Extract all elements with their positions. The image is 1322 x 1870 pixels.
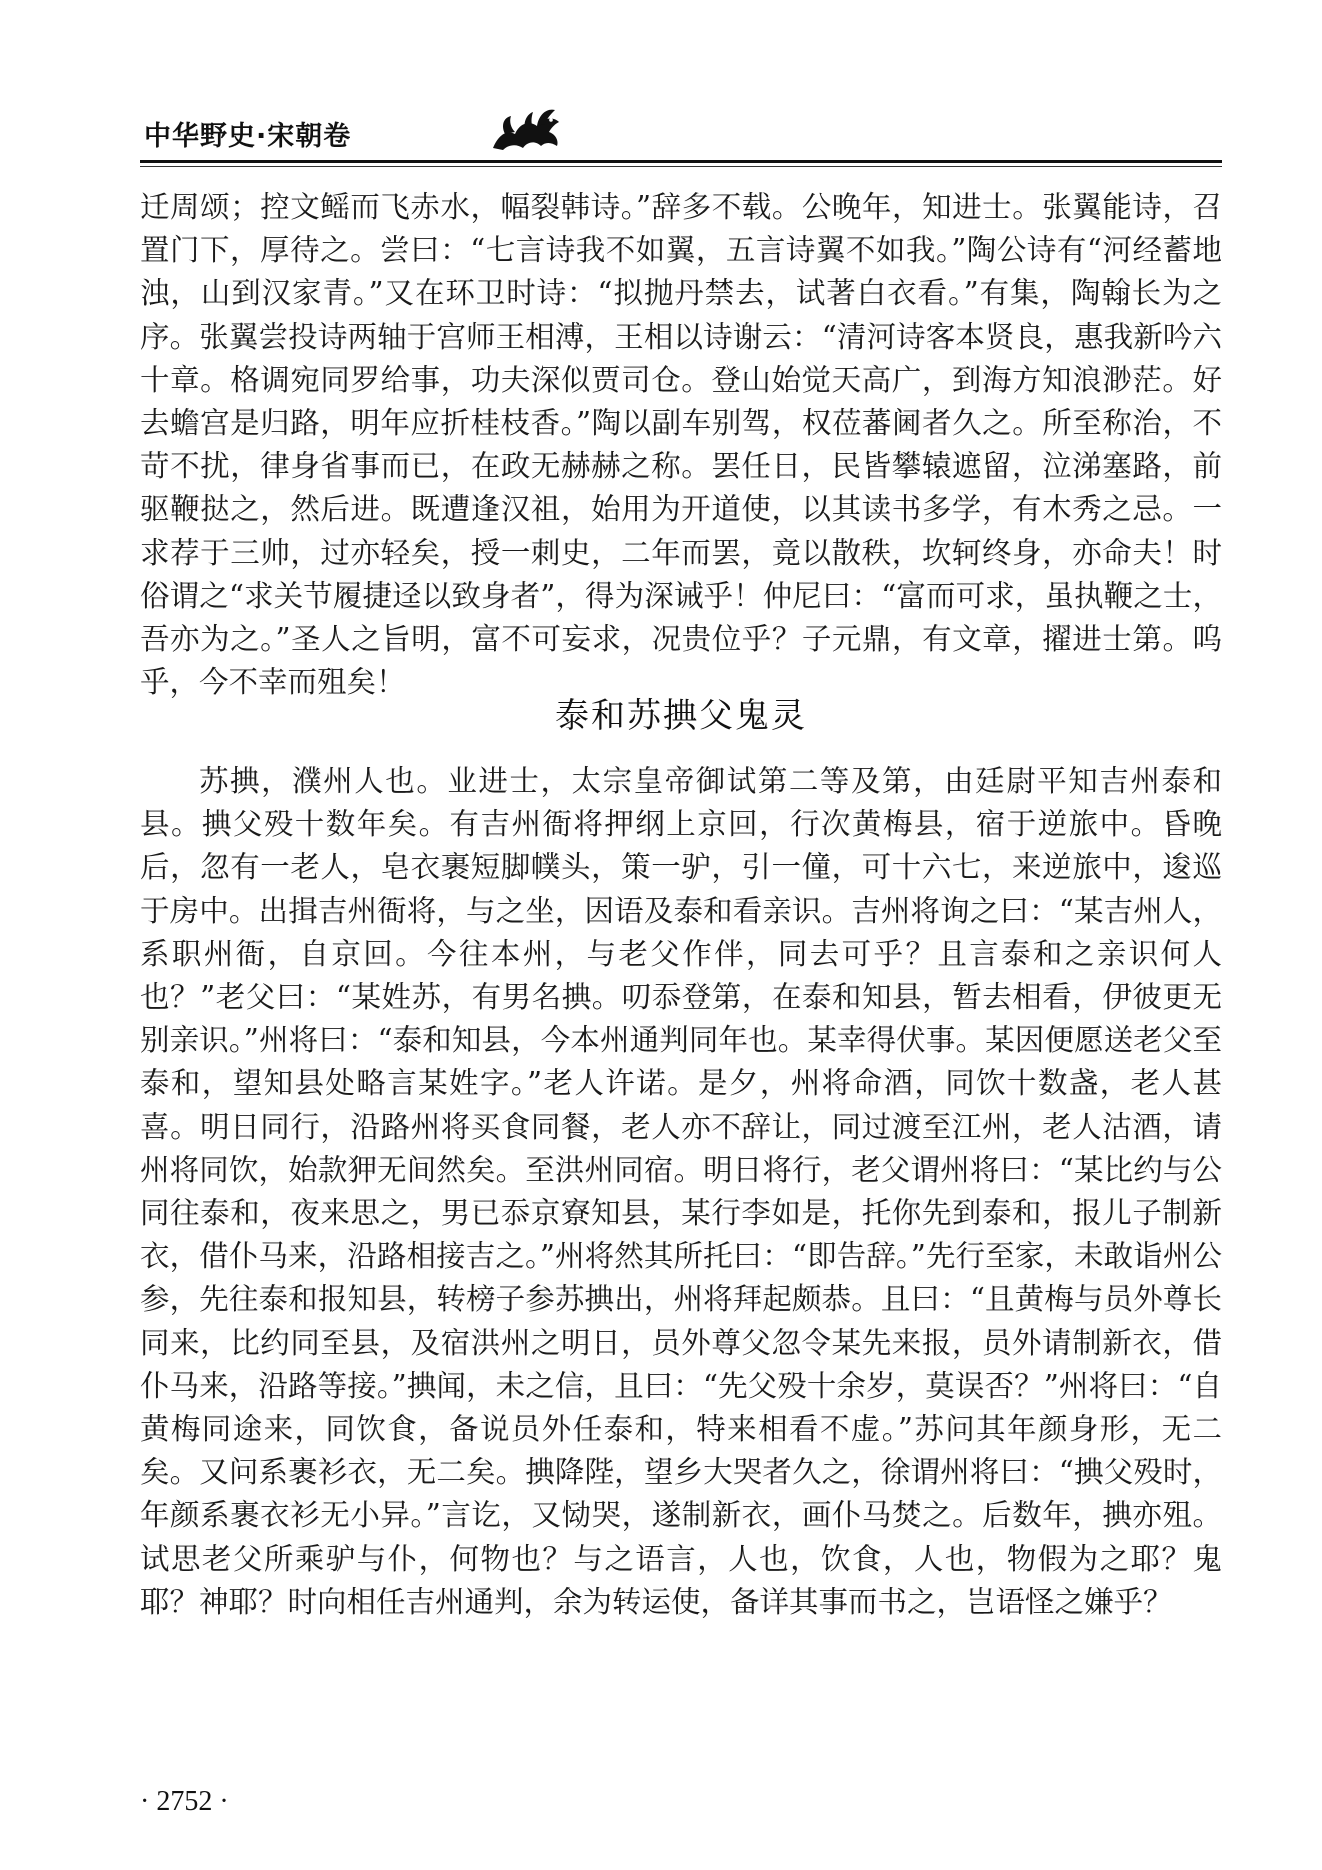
main-paragraph: 苏捵，濮州人也。业进士，太宗皇帝御试第二等及第，由廷尉平知吉州泰和县。捵父殁十数年矣。有吉州衙将押纲上京回，行次黄梅县，宿于逆旅中。昏晚后，忽有一老人，皂衣裹短脚幞头，策一驴，引一僮，可十六七，来逆旅中，逡巡于房中。出揖吉州衙将，与之坐，因语及泰和看亲识。吉州将询之曰：“某吉州人，系职州衙，自京回。今往本州，与老父作伴，同去可乎？且言泰和之亲识何人也？”老父曰：“某姓苏，有男名捵。叨忝登第，在泰和知县，暂去相看，伊彼更无别亲识。”州将曰：“泰和知县，今本州通判同年也。某幸得伏事。某因便愿送老父至泰和，望知县处略言某姓字。”老人许诺。是夕，州将命酒，同饮十数盏，老人甚喜。明日同行，沿路州将买食同餐，老人亦不辞让，同过渡至江州，老人沽酒，请州将同饮，始款狎无间然矣。至洪州同宿。明日将行，老父谓州将曰：“某比约与公同往泰和，夜来思之，男已忝京寮知县，某行李如是，托你先到泰和，报儿子制新衣，借仆马来，沿路相接吉之。”州将然其所托曰：“即告辞。”先行至家，未敢诣州公参，先往泰和报知县，转榜子参苏捵出，州将拜起颇恭。且曰：“且黄梅与员外尊长同来，比约同至县，及宿洪州之明日，员外尊父忽令某先来报，员外请制新衣，借仆马来，沿路等接。”捵闻，未之信，且曰：“先父殁十余岁，莫误否？”州将曰：“自黄梅同途来，同饮食，备说员外任泰和，特来相看不虚。”苏问其年颜身形，无二矣。又问系裹衫衣，无二矣。捵降陛，望乡大哭者久之，徐谓州将曰：“捵父殁时，年颜系裹衣衫无小异。”言讫，又恸哭，遂制新衣，画仆马焚之。后数年，捵亦殂。试思老父所乘驴与仆，何物也？与之语言，人也，饮食，人也，物假为之耶？鬼耶？神耶？时向相任吉州通判，余为转运使，备详其事而书之，岂语怪之嫌乎？ — [140, 764, 1222, 1619]
section-title: 泰和苏捵父鬼灵 — [555, 696, 807, 736]
series-title: 中华野史·宋朝卷 — [144, 121, 352, 152]
page-number: · 2752 · — [140, 1786, 229, 1817]
dragon-icon — [485, 104, 565, 156]
running-header — [140, 104, 1222, 164]
header-rule — [140, 160, 1222, 163]
header-rule-thin — [140, 166, 1222, 167]
continued-paragraph: 迁周颂；控文鳐而飞赤水，幅裂韩诗。”辞多不载。公晚年，知进士。张翼能诗，召置门下，厚待之。尝曰：“七言诗我不如翼，五言诗翼不如我。”陶公诗有“河经蓄地浊，山到汉家青。”又在环卫时诗：“拟抛丹禁去，试著白衣看。”有集，陶翰长为之序。张翼尝投诗两轴于宫师王相溥，王相以诗谢云：“清河诗客本贤良，惠我新吟六十章。格调宛同罗给事，功夫深似贾司仓。登山始觉天高广，到海方知浪渺茫。好去蟾宫是归路，明年应折桂枝香。”陶以副车别驾，权莅蕃阃者久之。所至称治，不苛不扰，律身省事而已，在政无赫赫之称。罢任日，民皆攀辕遮留，泣涕塞路，前驱鞭挞之，然后进。既遭逢汉祖，始用为开道使，以其读书多学，有木秀之忌。一求荐于三帅，过亦轻矣，授一刺史，二年而罢，竟以散秩，坎轲终身，亦命夫！时俗谓之“求关节履捷迳以致身者”，得为深诫乎！仲尼曰：“富而可求，虽执鞭之士，吾亦为之。”圣人之旨明，富不可妄求，况贵位乎？子元鼎，有文章，擢进士第。呜乎，今不幸而殂矣！ — [140, 190, 1222, 700]
